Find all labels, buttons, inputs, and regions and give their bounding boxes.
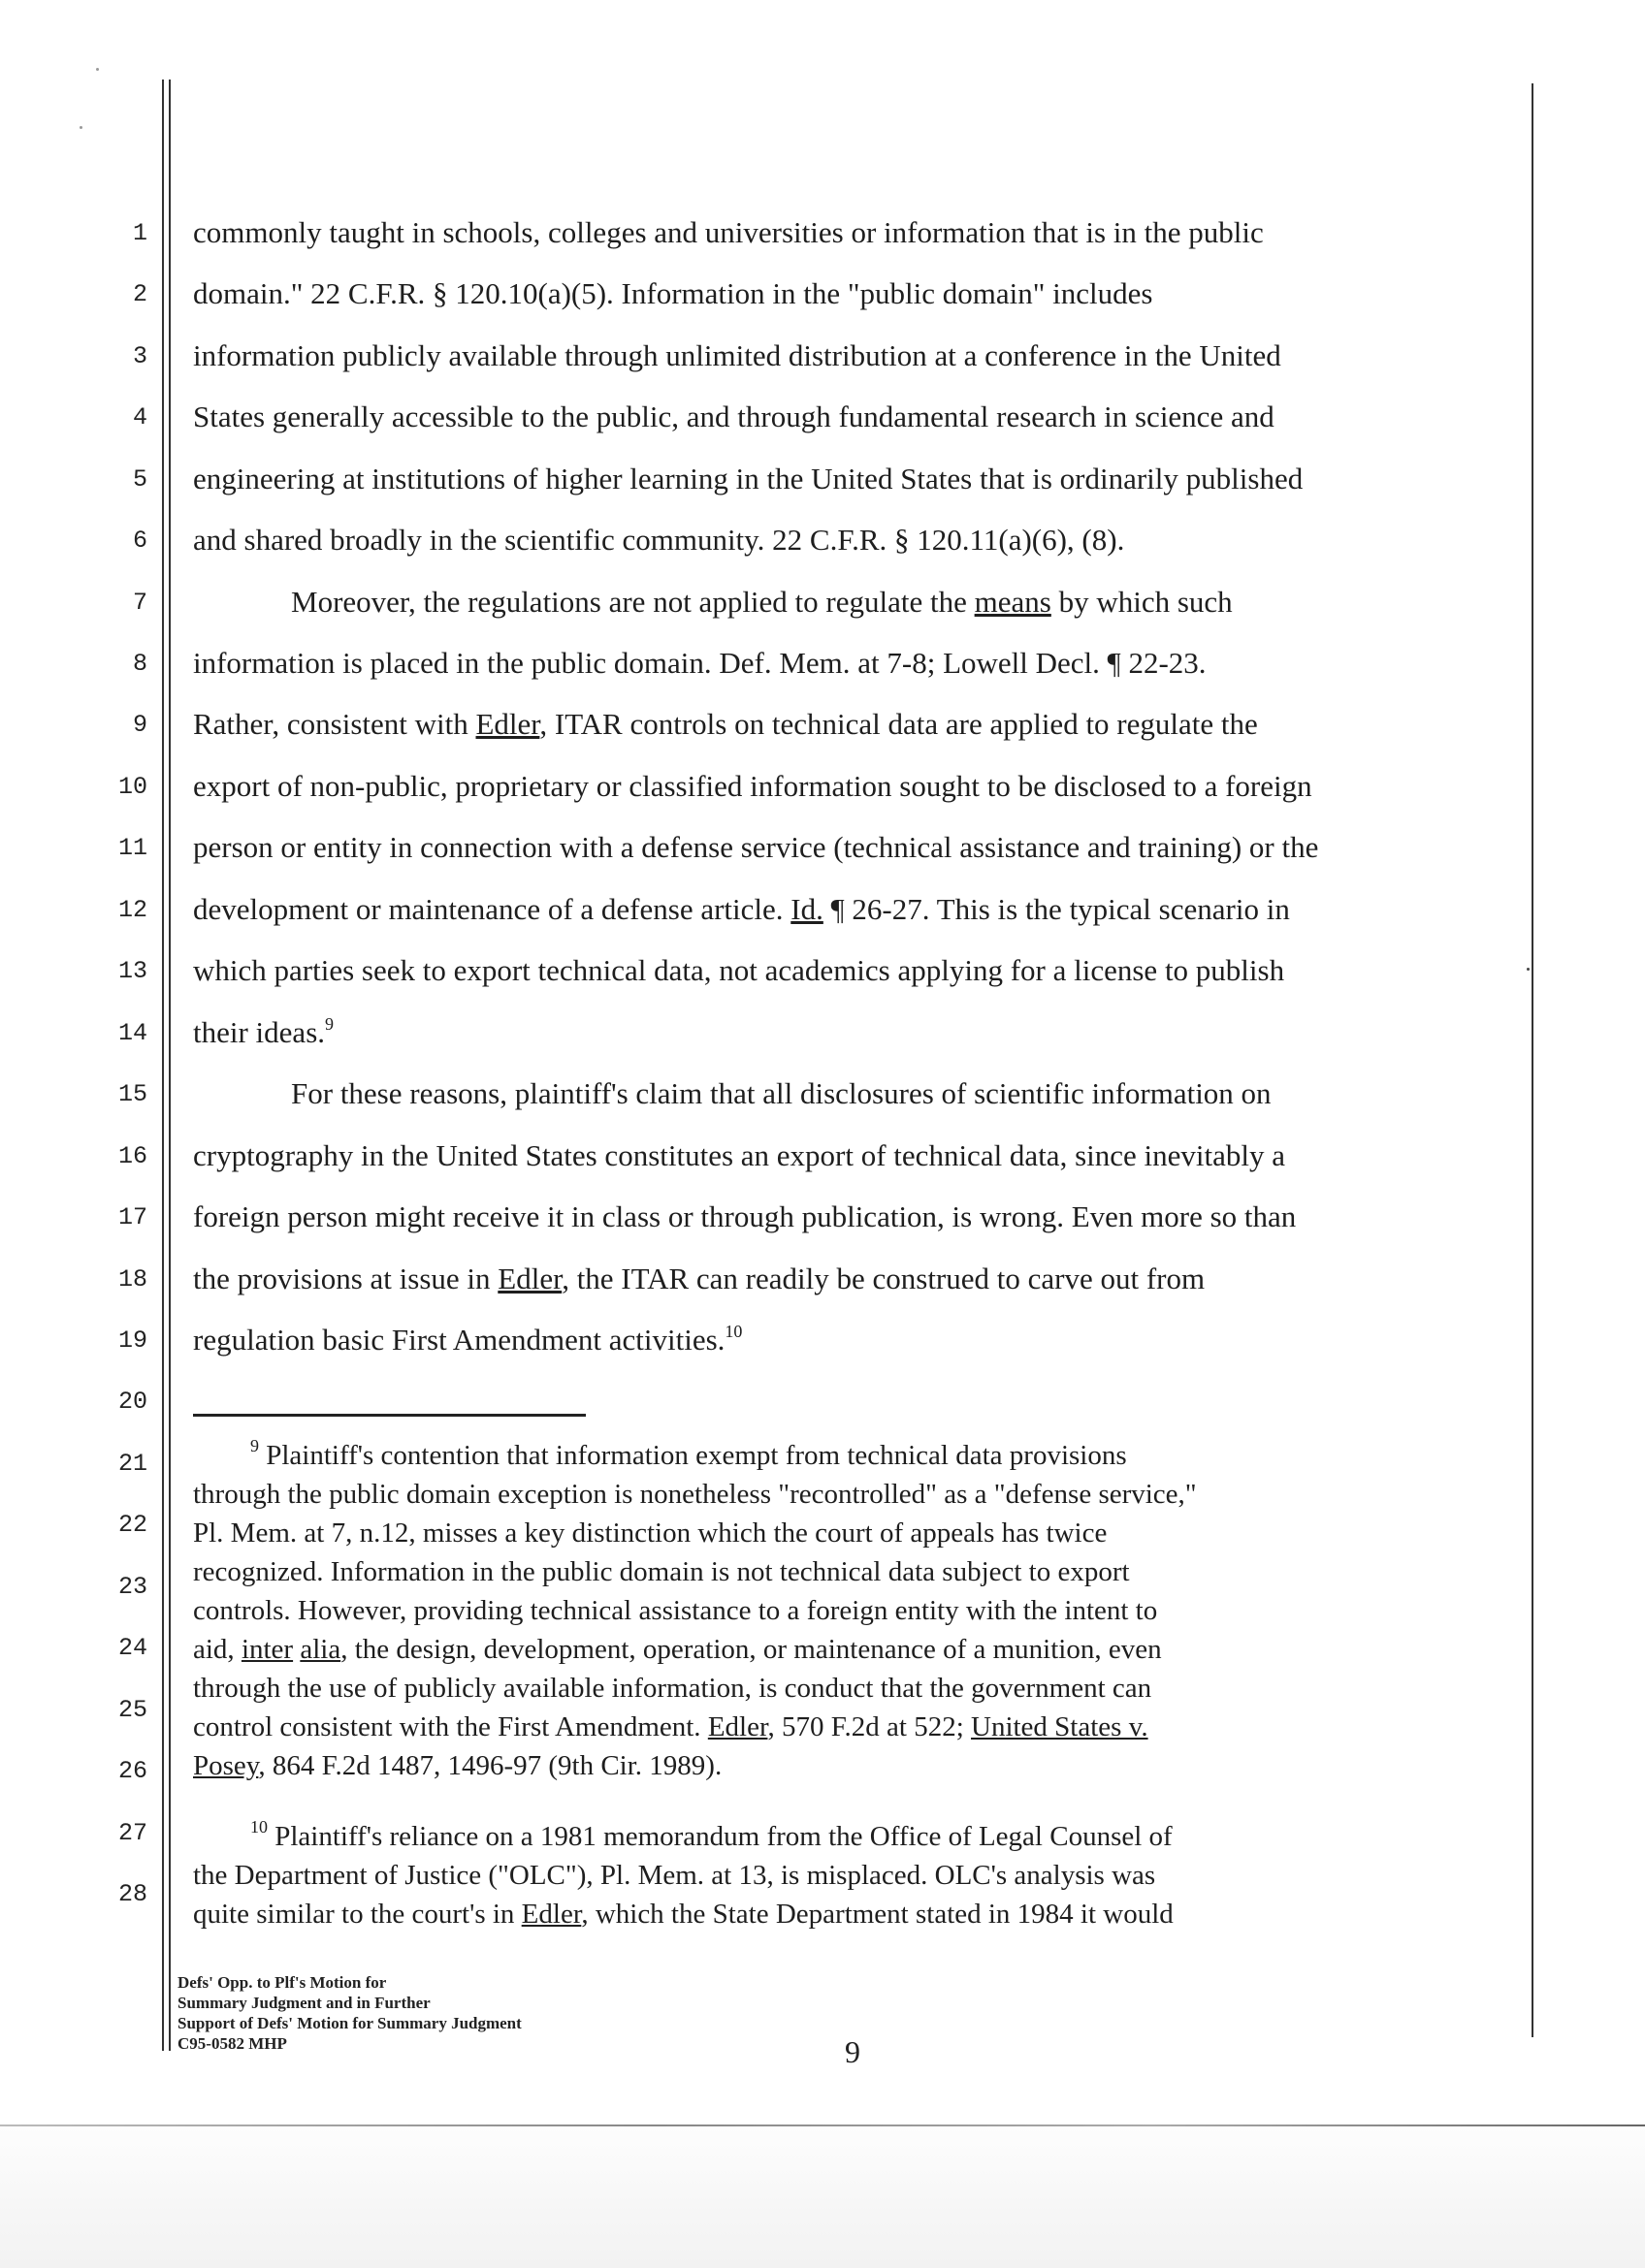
case-citation: Edler xyxy=(498,1262,563,1295)
case-citation: Id. xyxy=(790,892,823,926)
scan-speck xyxy=(96,68,99,71)
caption-line: Summary Judgment and in Further xyxy=(177,1994,431,2012)
line-number: 17 xyxy=(117,1203,147,1231)
line-number: 25 xyxy=(117,1696,147,1724)
line-number: 16 xyxy=(117,1142,147,1170)
text-run: control consistent with the First Amendment. xyxy=(193,1711,708,1742)
body-line: information publicly available through unlimited distribution at a conference in the United xyxy=(193,338,1281,372)
body-line: cryptography in the United States constitutes an export of technical data, since inevitably a xyxy=(193,1138,1285,1172)
body-line: information is placed in the public domain. Def. Mem. at 7-8; Lowell Decl. ¶ 22-23. xyxy=(193,646,1207,680)
body-line: commonly taught in schools, colleges and universities or information that is in the public xyxy=(193,215,1264,249)
body-line: and shared broadly in the scientific community. 22 C.F.R. § 120.11(a)(6), (8). xyxy=(193,523,1125,557)
text-run: , 864 F.2d 1487, 1496-97 (9th Cir. 1989). xyxy=(258,1750,723,1781)
line-number: 19 xyxy=(117,1326,147,1355)
case-citation: Edler xyxy=(521,1899,582,1930)
text-run: Plaintiff's reliance on a 1981 memorandum from the Office of Legal Counsel of xyxy=(274,1821,1173,1852)
line-number: 20 xyxy=(117,1388,147,1416)
footer-caption xyxy=(177,1972,522,2054)
footnote-separator xyxy=(193,1414,586,1417)
line-number: 7 xyxy=(132,589,147,617)
text-run: their ideas. xyxy=(193,1015,326,1049)
line-number: 6 xyxy=(132,527,147,555)
footnote-line: recognized. Information in the public domain is not technical data subject to export xyxy=(193,1556,1130,1587)
line-number: 22 xyxy=(117,1511,147,1539)
body-line: domain." 22 C.F.R. § 120.10(a)(5). Information in the "public domain" includes xyxy=(193,276,1153,310)
footnote-line: controls. However, providing technical assistance to a foreign entity with the intent to xyxy=(193,1595,1158,1626)
footnote-line xyxy=(193,1749,722,1782)
line-number: 8 xyxy=(132,650,147,678)
line-number: 9 xyxy=(132,711,147,739)
footnote-ref[interactable]: 9 xyxy=(325,1013,335,1034)
line-number: 10 xyxy=(117,773,147,801)
line-number: 12 xyxy=(117,896,147,924)
footnote-marker: 9 xyxy=(250,1436,259,1456)
text-run: regulation basic First Amendment activities. xyxy=(193,1323,726,1357)
text-run: , which the State Department stated in 1984 it would xyxy=(581,1899,1174,1930)
footnote-line xyxy=(250,1817,1173,1853)
body-line xyxy=(193,1015,334,1050)
left-margin-rule xyxy=(162,80,164,2051)
latin-term: inter xyxy=(241,1634,294,1665)
line-number: 27 xyxy=(117,1819,147,1847)
text-run: quite similar to the court's in xyxy=(193,1899,522,1930)
case-citation: Edler xyxy=(707,1711,768,1742)
latin-term: alia xyxy=(300,1634,341,1665)
line-number: 21 xyxy=(117,1450,147,1478)
body-line: engineering at institutions of higher learning in the United States that is ordinarily published xyxy=(193,462,1304,495)
footnote-line xyxy=(250,1436,1127,1472)
body-line xyxy=(193,707,1258,742)
footnote-marker: 10 xyxy=(250,1817,268,1837)
case-citation: United States v. xyxy=(971,1711,1148,1742)
line-number: 18 xyxy=(117,1265,147,1294)
left-margin-rule-inner xyxy=(169,80,171,2051)
scan-speck xyxy=(1527,968,1530,971)
text-run: , ITAR controls on technical data are applied to regulate the xyxy=(539,707,1258,741)
body-line xyxy=(193,1323,742,1358)
body-line: States generally accessible to the public, and through fundamental research in science and xyxy=(193,399,1274,433)
right-margin-rule xyxy=(1532,83,1533,2037)
body-line: foreign person might receive it in class or through publication, is wrong. Even more so than xyxy=(193,1199,1297,1233)
body-line: which parties seek to export technical data, not academics applying for a license to publish xyxy=(193,953,1285,987)
line-number: 11 xyxy=(117,834,147,862)
text-run: the provisions at issue in xyxy=(193,1262,499,1295)
line-number: 13 xyxy=(117,957,147,985)
line-number: 1 xyxy=(132,219,147,247)
text-run: , 570 F.2d at 522; xyxy=(767,1711,971,1742)
footnote-ref[interactable]: 10 xyxy=(725,1321,743,1341)
page-number: 9 xyxy=(845,2034,860,2069)
footnote-line: through the use of publicly available information, is conduct that the government can xyxy=(193,1673,1152,1704)
caption-line: Defs' Opp. to Plf's Motion for xyxy=(177,1973,387,1992)
footnote-line xyxy=(193,1898,1174,1931)
scan-background xyxy=(0,2126,1645,2268)
line-number: 15 xyxy=(117,1080,147,1108)
line-number: 2 xyxy=(132,280,147,308)
text-run: , the ITAR can readily be construed to carve out from xyxy=(562,1262,1206,1295)
line-number: 24 xyxy=(117,1634,147,1662)
line-number: 3 xyxy=(132,342,147,370)
footnote-line: through the public domain exception is nonetheless "recontrolled" as a "defense service," xyxy=(193,1479,1197,1510)
line-number: 23 xyxy=(117,1573,147,1601)
body-line xyxy=(193,892,1290,927)
line-number: 26 xyxy=(117,1757,147,1785)
line-number: 4 xyxy=(132,403,147,431)
footnote-line: the Department of Justice ("OLC"), Pl. Mem. at 13, is misplaced. OLC's analysis was xyxy=(193,1860,1156,1891)
text-run: ¶ 26-27. This is the typical scenario in xyxy=(822,892,1290,926)
text-run: Plaintiff's contention that information exempt from technical data provisions xyxy=(266,1440,1127,1471)
underlined-term: means xyxy=(974,585,1051,619)
text-run: development or maintenance of a defense article. xyxy=(193,892,791,926)
footnote-line xyxy=(193,1633,1162,1666)
line-number: 28 xyxy=(117,1880,147,1908)
text-run: aid, xyxy=(193,1634,242,1665)
footnote-line: Pl. Mem. at 7, n.12, misses a key distinction which the court of appeals has twice xyxy=(193,1517,1108,1549)
body-line xyxy=(193,1262,1205,1296)
body-line: For these reasons, plaintiff's claim that all disclosures of scientific information on xyxy=(291,1076,1272,1110)
text-run: , the design, development, operation, or maintenance of a munition, even xyxy=(340,1634,1162,1665)
line-number: 14 xyxy=(117,1019,147,1047)
caption-line: Support of Defs' Motion for Summary Judgment xyxy=(177,2014,522,2032)
body-line xyxy=(291,585,1233,620)
body-line: person or entity in connection with a defense service (technical assistance and training) or the xyxy=(193,830,1319,864)
case-citation: Posey xyxy=(193,1750,259,1781)
body-line: export of non-public, proprietary or classified information sought to be disclosed to a foreign xyxy=(193,769,1312,803)
text-run: Rather, consistent with xyxy=(193,707,476,741)
line-number: 5 xyxy=(132,465,147,494)
footnote-line xyxy=(193,1710,1148,1743)
text-run: by which such xyxy=(1050,585,1233,619)
scan-speck xyxy=(80,126,82,129)
case-citation: Edler xyxy=(475,707,540,741)
caption-line: C95-0582 MHP xyxy=(177,2034,287,2053)
text-run: Moreover, the regulations are not applied to regulate the xyxy=(291,585,975,619)
